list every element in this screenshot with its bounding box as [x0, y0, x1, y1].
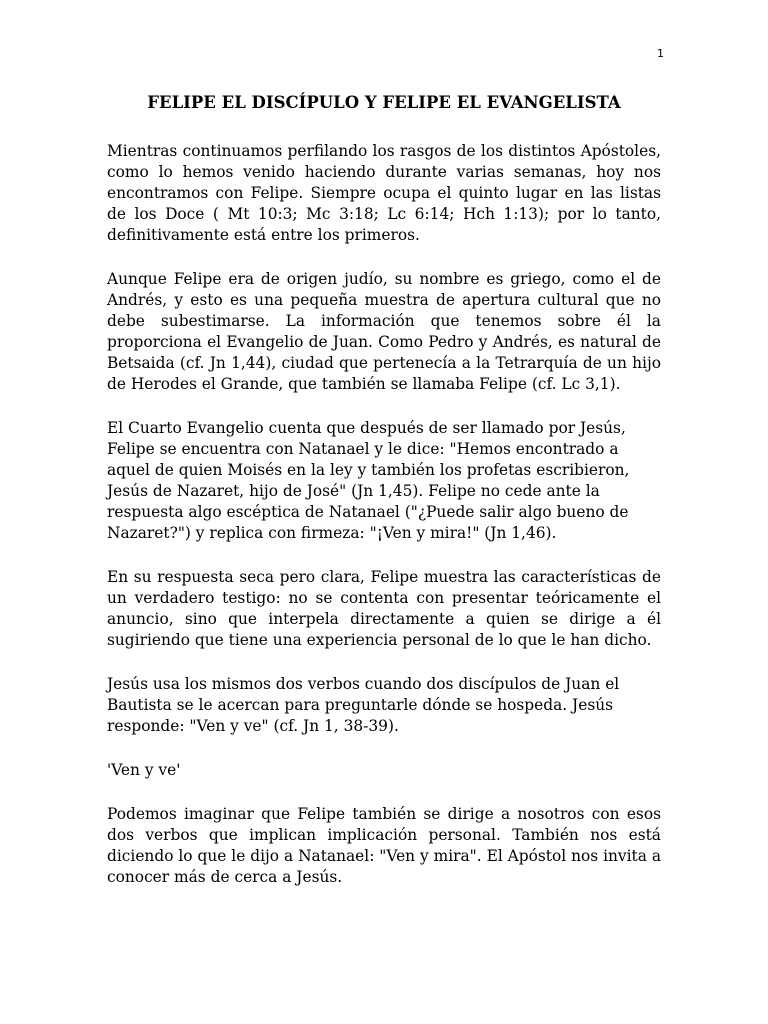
paragraph-7: Podemos imaginar que Felipe también se dirige a nosotros con esos dos verbos que implican implicación personal. También nos está diciendo lo que le dijo a Natanael: "Ven y mira". El Apóstol nos invita a conocer más de cerca a Jesús.: [107, 805, 661, 886]
paragraph-2: Aunque Felipe era de origen judío, su nombre es griego, como el de Andrés, y esto es una pequeña muestra de apertura cultural que no debe subestimarse. La información que tenemos sobre él la proporciona el Evangelio de Juan. Como Pedro y Andrés, es natural de Betsaida (cf. Jn 1,44), ciudad que pertenecía a la Tetrarquía de un hijo de Herodes el Grande, que también se llamaba Felipe (cf. Lc 3,1).: [107, 270, 661, 393]
page-number: 1: [657, 47, 664, 60]
paragraph-6: 'Ven y ve': [107, 761, 181, 779]
paragraph-4: En su respuesta seca pero clara, Felipe muestra las características de un verdadero testigo: no se contenta con presentar teóricamente el anuncio, sino que interpela directamente a quien se dirige a él sugiriendo que tiene una experiencia personal de lo que le han dicho.: [107, 568, 661, 649]
document-title: FELIPE EL DISCÍPULO Y FELIPE EL EVANGELISTA: [147, 93, 621, 112]
paragraph-5: Jesús usa los mismos dos verbos cuando dos discípulos de Juan el Bautista se le acercan para preguntarle dónde se hospeda. Jesús responde: "Ven y ve" (cf. Jn 1, 38-39).: [107, 675, 620, 735]
paragraph-3: El Cuarto Evangelio cuenta que después de ser llamado por Jesús, Felipe se encuentra con Natanael y le dice: "Hemos encontrado a aquel de quien Moisés en la ley y también los profetas escribieron, Jesús de Nazaret, hijo de José" (Jn 1,45). Felipe no cede ante la respuesta algo escéptica de Natanael ("¿Puede salir algo bueno de Nazaret?") y replica con firmeza: "¡Ven y mira!" (Jn 1,46).: [107, 419, 630, 542]
document-body: [107, 141, 661, 911]
paragraph-1: Mientras continuamos perfilando los rasgos de los distintos Apóstoles, como lo hemos venido haciendo durante varias semanas, hoy nos encontramos con Felipe. Siempre ocupa el quinto lugar en las listas de los Doce ( Mt 10:3; Mc 3:18; Lc 6:14; Hch 1:13); por lo tanto, definitivamente está entre los primeros.: [107, 142, 661, 244]
